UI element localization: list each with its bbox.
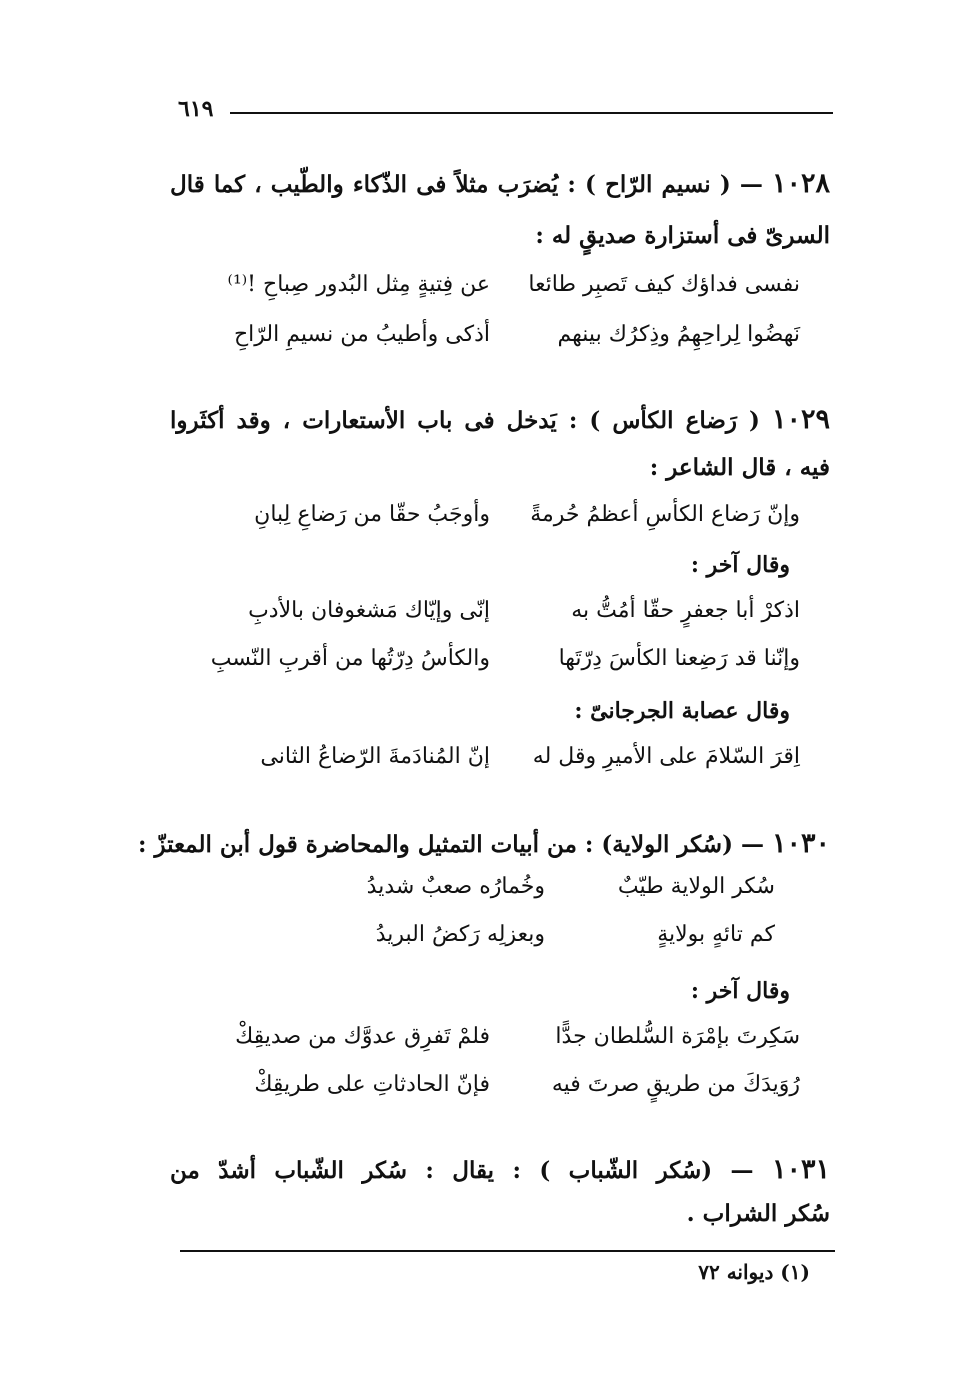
hemistich-second: فإنّ الحادثاتِ على طريقِكْ [254, 1072, 490, 1097]
verse-row [190, 322, 800, 362]
hemistich-first: سُكر الولاية طيّبٌ [617, 874, 775, 899]
verse-row [190, 1072, 800, 1112]
entry-1031-line-2: سُكر الشراب . [686, 1200, 830, 1227]
hemistich-first: كم تائهٍ بولايةٍ [657, 922, 775, 947]
hemistich-second: عن فِتيةٍ مِثل البُدور صِباحِ !⁽¹⁾ [227, 272, 490, 297]
verse-row [190, 272, 800, 312]
hemistich-second: والكأسُ دِرّتُها من أقربِ النّسبِ [210, 646, 490, 671]
hemistich-first: سَكِرتَ بإمْرَة السُّلطان جدًّا [555, 1024, 800, 1049]
verse-intro: وقال عصابة الجرجانىّ : [574, 698, 790, 724]
verse-intro: وقال آخر : [690, 552, 790, 578]
hemistich-second: أذكى وأطيبُ من نسيمِ الرّاحِ [233, 322, 490, 347]
header-rule [230, 112, 833, 114]
entry-1028-line-2: السرىّ فى أستزارة صديقٍ له : [535, 222, 830, 249]
entry-number: ١٠٢٩ [771, 404, 830, 435]
footnote-rule [180, 1250, 835, 1252]
verse-row [190, 744, 800, 784]
verse-row [190, 1024, 800, 1064]
entry-1031-line-1: ١٠٣١ — (سُكر الشّباب ) : يقال : سُكر الشّباب أشدّ من [170, 1154, 830, 1185]
verse-row [195, 874, 775, 914]
page-number: ٦١٩ [178, 96, 214, 122]
verse-row [190, 646, 800, 686]
entry-1028-line-1: ١٠٢٨ — ( نسيم الرّاح ) : يُضرَب مثلاً فى الذّكاء والطّيب ، كما قال [170, 168, 830, 199]
verse-row [190, 598, 800, 638]
hemistich-first: وإنّ رَضاع الكأسِ أعظمُ حُرمةً [530, 502, 800, 527]
hemistich-first: اذكرْ أبا جعفرٍ حقّا أمُتُّ به [571, 598, 800, 623]
hemistich-second: وبعزلِه رَكضُ البريدُ [375, 922, 545, 947]
hemistich-first: نفسى فداؤك كيف تَصبِر طائعا [528, 272, 800, 297]
hemistich-second: إنّ المُنادَمةَ الرّضاعُ الثانى [260, 744, 490, 769]
entry-number: ١٠٣٠ [771, 828, 830, 859]
hemistich-first: اِقرَ السّلامَ على الأميرِ وقل له [532, 744, 800, 769]
hemistich-second: إنّى وإيّاك مَشغوفان بالأدبِ [248, 598, 490, 623]
hemistich-second: وأوجَبُ حقّا من رَضاعِ لِبانِ [254, 502, 490, 527]
hemistich-second: وخُمارُه صعبٌ شديدُ [366, 874, 545, 899]
hemistich-first: رُوَيدَكَ من طريقٍ صرتَ فيه [551, 1072, 800, 1097]
entry-1029-line-1: ١٠٢٩ ( رَضاع الكأس ) : يَدخل فى باب الأستعارات ، وقد أكثَروا [170, 404, 830, 435]
page-header [178, 96, 833, 130]
verse-intro: وقال آخر : [690, 978, 790, 1004]
hemistich-first: وإنّنا قد رَضِعنا الكأسَ دِرّتَها [558, 646, 800, 671]
verse-row [190, 502, 800, 542]
entry-1029-line-2: فيه ، قال الشاعر : [649, 454, 830, 481]
entry-number: ١٠٣١ [771, 1154, 830, 1185]
entry-number: ١٠٢٨ [771, 168, 830, 199]
hemistich-second: فلمْ تَفرِق عدوَّك من صديقِكْ [235, 1024, 490, 1049]
verse-row [195, 922, 775, 962]
hemistich-first: نَهضُوا لِراحِهِمُ وذِكرُك بينهم [557, 322, 800, 347]
entry-1030-line-1: ١٠٣٠ — (سُكر الولاية) : من أبيات التمثيل والمحاضرة قول أبن المعتزّ : [137, 828, 830, 859]
footnote: (١) ديوانه ٧٢ [698, 1260, 810, 1284]
